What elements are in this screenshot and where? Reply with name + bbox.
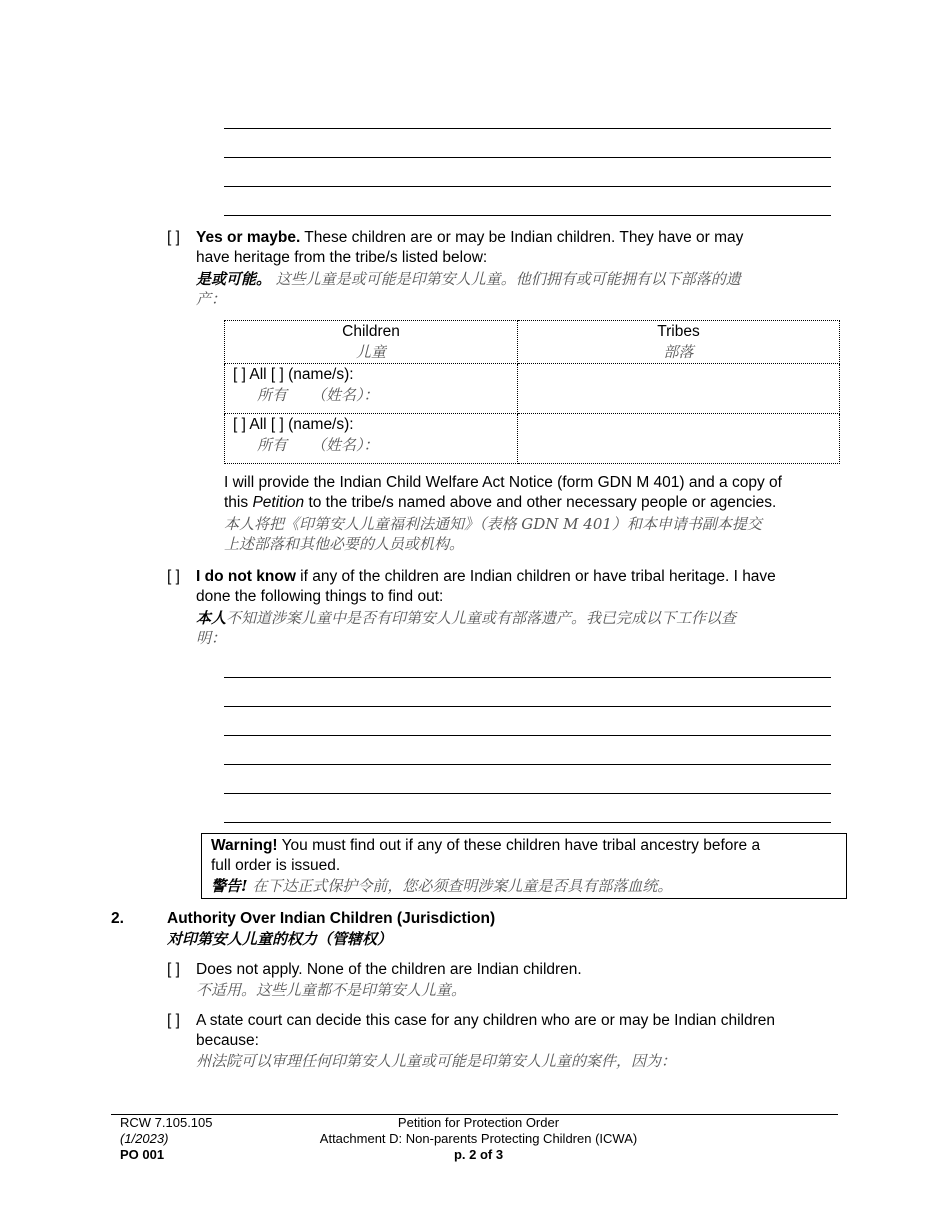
table-row[interactable] — [225, 414, 518, 464]
state-court-line1: A state court can decide this case for any children who are or may be Indian children — [196, 1012, 775, 1029]
dont-know-line2: done the following things to find out: — [196, 588, 444, 605]
children-header-zh: 儿童 — [355, 343, 386, 361]
section2-heading — [167, 909, 847, 949]
warning-zh-text: 在下达正式保护令前，您必须查明涉案儿童是否具有部落血统。 — [247, 877, 673, 895]
notice-petition: Petition — [252, 494, 305, 511]
children-header — [225, 321, 518, 364]
all-zh: 所有 — [257, 386, 288, 404]
notice-zh-line2: 上述部落和其他必要的人员或机构。 — [224, 535, 465, 553]
children-names-label: [ ] All [ ] (name/s): — [233, 366, 354, 383]
writein-line[interactable] — [224, 822, 831, 823]
writein-line[interactable] — [224, 128, 831, 129]
dont-know-line1: if any of the children are Indian children or have tribal heritage. I have — [295, 568, 776, 585]
footer-page: p. 2 of 3 — [453, 1147, 504, 1162]
state-court-line2: because: — [196, 1032, 259, 1049]
writein-line[interactable] — [224, 793, 831, 794]
table-row[interactable] — [225, 364, 518, 414]
tribe-name-cell[interactable] — [518, 414, 840, 464]
not-apply-label: Does not apply. None of the children are Indian children. — [196, 961, 582, 978]
writein-line[interactable] — [224, 677, 831, 678]
tribes-table — [224, 320, 840, 464]
names-zh: （姓名）： — [311, 386, 379, 404]
footer-center — [111, 1115, 846, 1163]
section2-title: Authority Over Indian Children (Jurisdiction) — [167, 910, 496, 927]
footer-date: (1/2023) — [120, 1131, 169, 1146]
not-apply-text — [196, 960, 846, 1000]
yes-section-text — [196, 228, 846, 309]
yes-checkbox[interactable]: [ ] — [167, 229, 180, 246]
not-apply-checkbox[interactable]: [ ] — [167, 961, 180, 978]
warning-line1: You must find out if any of these children have tribal ancestry before a — [277, 837, 761, 854]
writein-line[interactable] — [224, 735, 831, 736]
yes-bold-lead: Yes or maybe. — [196, 229, 301, 246]
footer-form-number: PO 001 — [120, 1147, 165, 1162]
notice-line1: I will provide the Indian Child Welfare Act Notice (form GDN M 401) and a copy of — [224, 474, 782, 491]
writein-line[interactable] — [224, 215, 831, 216]
children-header-label: Children — [342, 323, 400, 340]
writein-line[interactable] — [224, 764, 831, 765]
warning-zh-bold: 警告! — [211, 877, 248, 895]
names-zh: （姓名）： — [311, 436, 379, 454]
notice-paragraph — [224, 473, 844, 554]
dont-know-text — [196, 567, 846, 648]
tribes-header-zh: 部落 — [663, 343, 694, 361]
writein-line[interactable] — [224, 706, 831, 707]
section2-title-zh: 对印第安人儿童的权力（管辖权） — [167, 930, 393, 948]
writein-line[interactable] — [224, 157, 831, 158]
yes-zh-bold: 是或可能。 — [196, 270, 272, 288]
warning-line2: full order is issued. — [211, 857, 341, 874]
yes-text-line2: have heritage from the tribe/s listed below: — [196, 249, 488, 266]
state-court-checkbox[interactable]: [ ] — [167, 1012, 180, 1029]
tribes-header — [518, 321, 840, 364]
warning-bold: Warning! — [211, 837, 278, 854]
dont-know-zh-line2: 明： — [196, 629, 227, 647]
children-names-label: [ ] All [ ] (name/s): — [233, 416, 354, 433]
footer-subtitle: Attachment D: Non-parents Protecting Children (ICWA) — [319, 1131, 638, 1146]
dont-know-zh-bold: 本人 — [196, 609, 227, 627]
notice-zh-line1: 本人将把《印第安人儿童福利法通知》（表格 GDN M 401）和本申请书副本提交 — [224, 515, 762, 533]
yes-zh-line2: 产： — [196, 290, 227, 308]
state-court-zh: 州法院可以审理任何印第安人儿童或可能是印第安人儿童的案件，因为： — [196, 1052, 677, 1070]
all-zh: 所有 — [257, 436, 288, 454]
notice-line2-post: to the tribe/s named above and other necessary people or agencies. — [304, 494, 777, 511]
state-court-text — [196, 1011, 846, 1071]
not-apply-zh: 不适用。这些儿童都不是印第安人儿童。 — [196, 981, 467, 999]
footer-rcw: RCW 7.105.105 — [120, 1115, 213, 1130]
yes-zh-line1: 这些儿童是或可能是印第安人儿童。他们拥有或可能拥有以下部落的遗 — [275, 270, 741, 288]
warning-box — [201, 833, 847, 899]
footer-title: Petition for Protection Order — [397, 1115, 560, 1130]
section-number: 2. — [111, 910, 124, 927]
page-footer — [111, 1114, 838, 1162]
dont-know-checkbox[interactable]: [ ] — [167, 568, 180, 585]
dont-know-zh-line1: 不知道涉案儿童中是否有印第安人儿童或有部落遗产。我已完成以下工作以查 — [226, 609, 737, 627]
tribes-header-label: Tribes — [657, 323, 700, 340]
notice-line2-pre: this — [224, 494, 253, 511]
writein-line[interactable] — [224, 186, 831, 187]
tribe-name-cell[interactable] — [518, 364, 840, 414]
dont-know-bold: I do not know — [196, 568, 296, 585]
yes-text-line1: These children are or may be Indian children. They have or may — [304, 229, 744, 246]
